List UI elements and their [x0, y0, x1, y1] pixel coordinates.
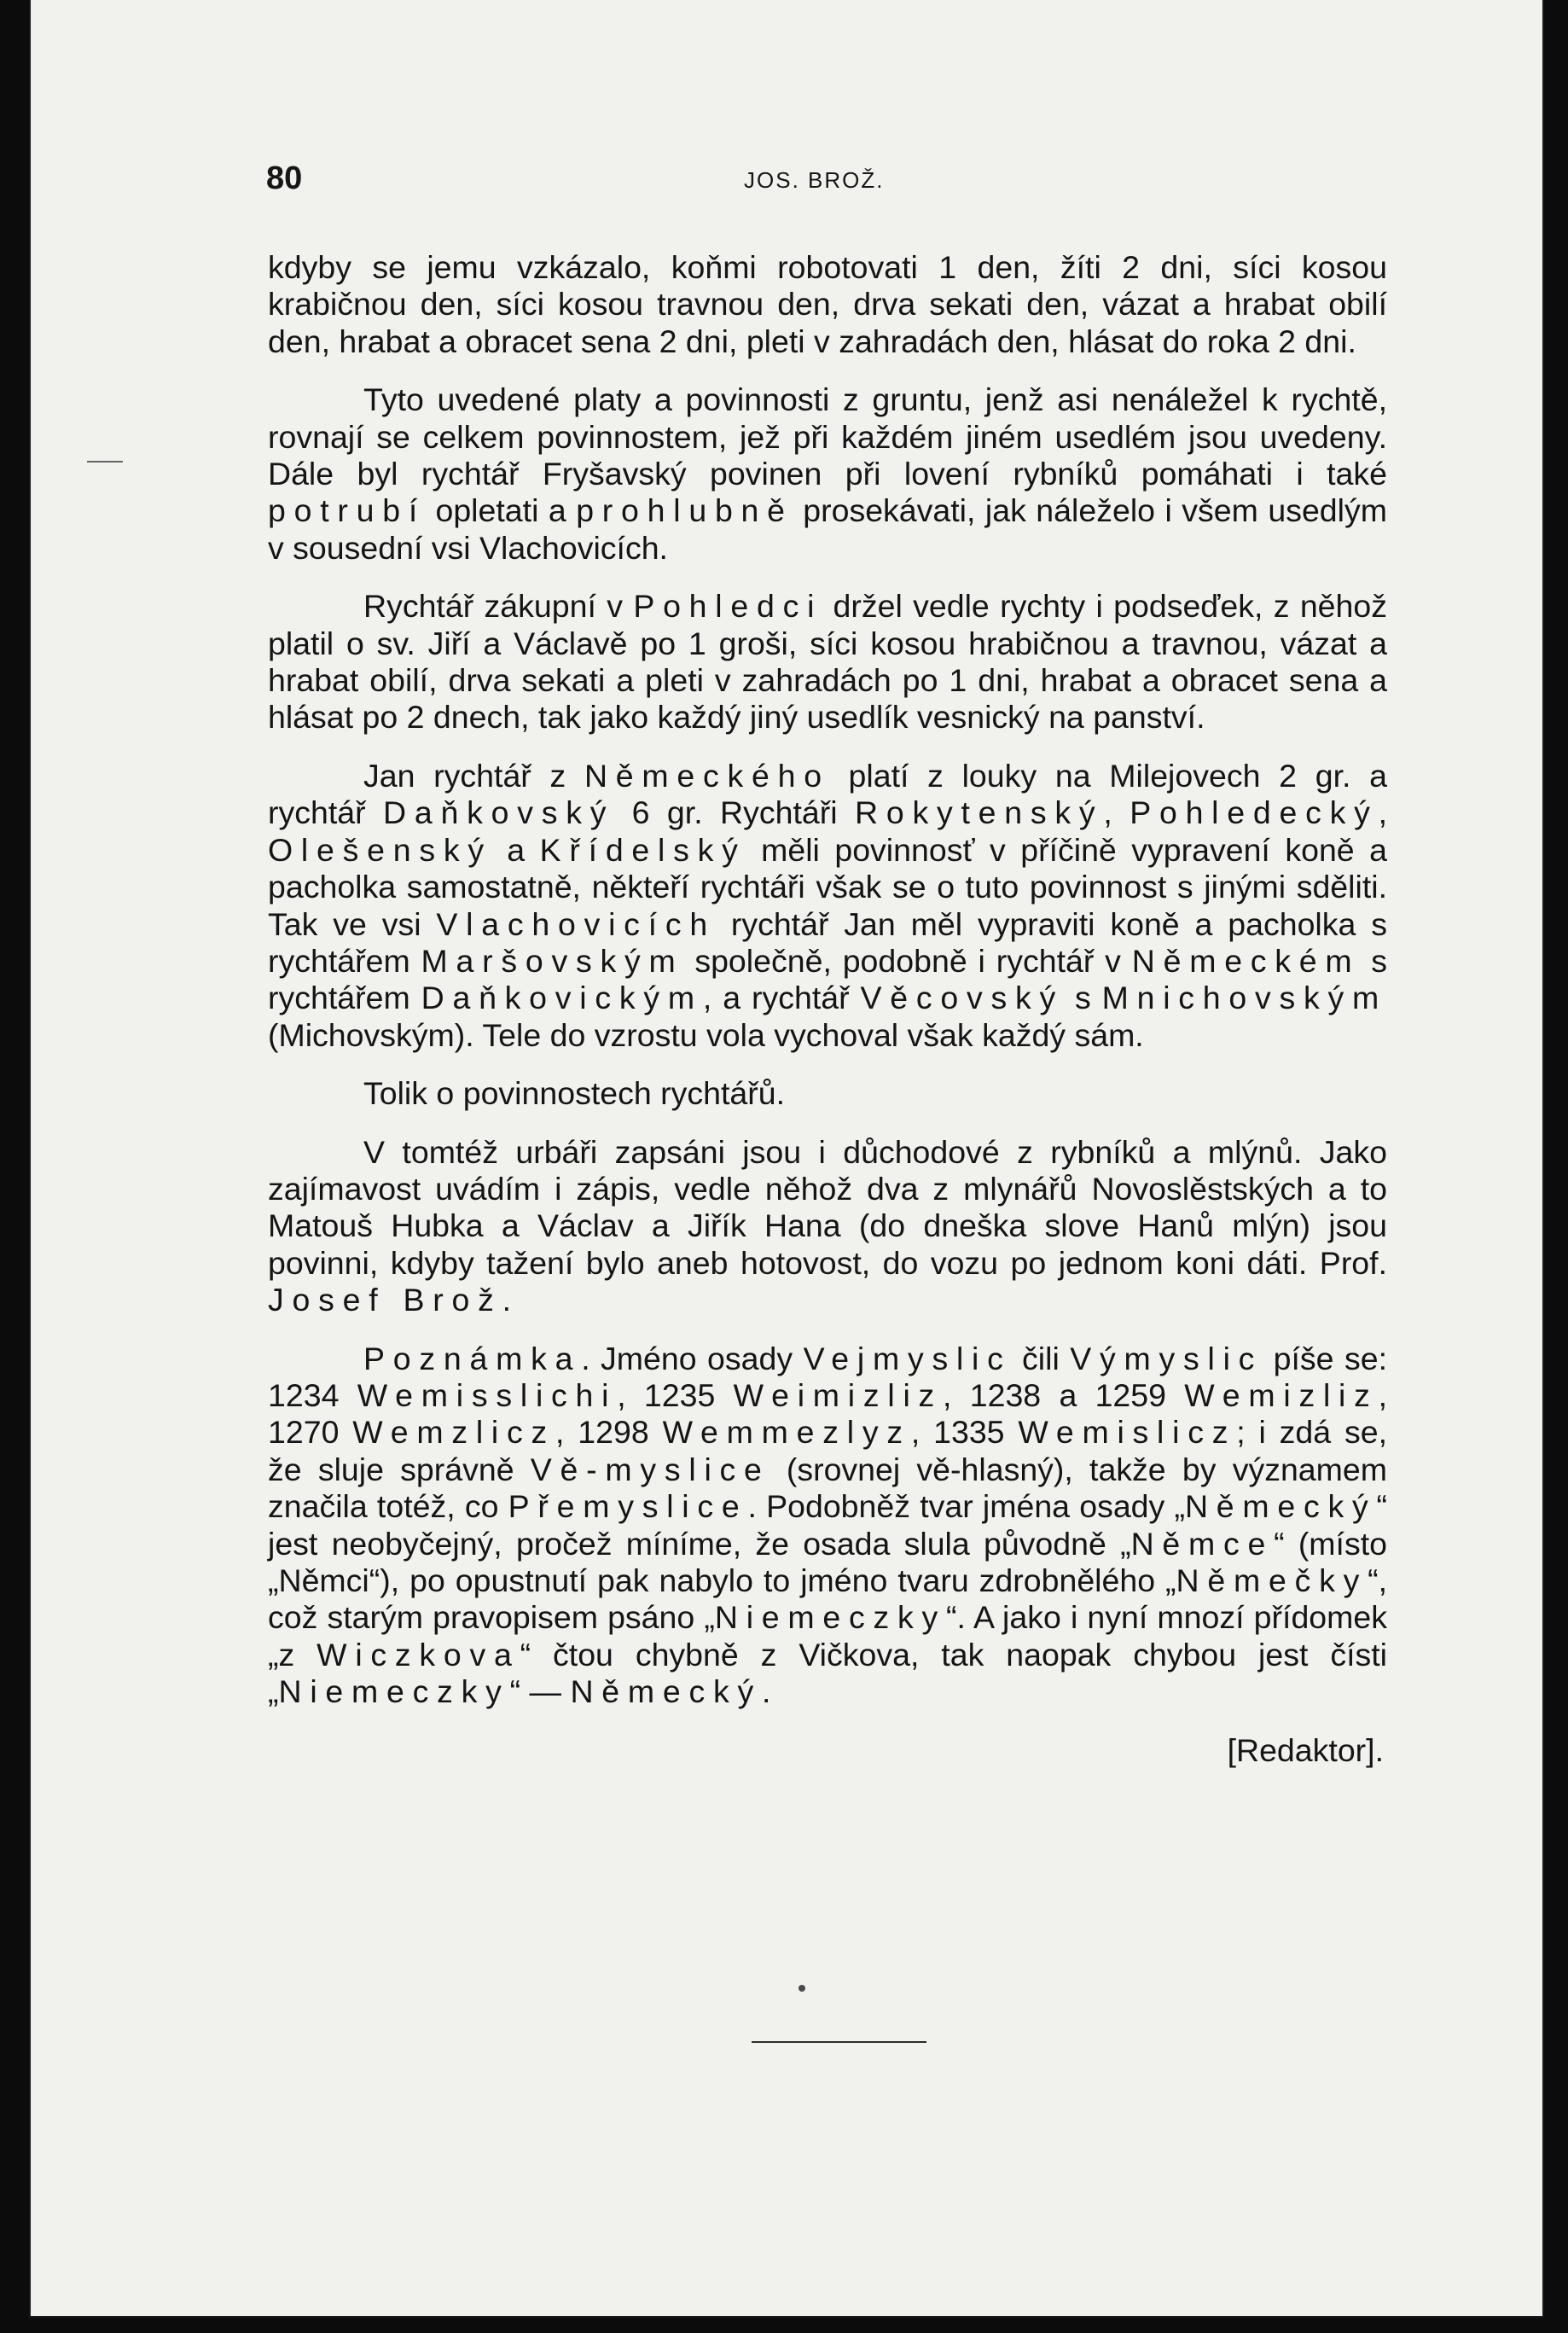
text-run: s rychtářem — [268, 942, 1388, 1016]
spaced-word: Přemyslice — [508, 1488, 748, 1525]
text-run: , 1298 — [555, 1414, 663, 1451]
paragraph — [268, 1134, 1387, 1319]
spaced-word: potrubí — [268, 492, 426, 529]
text-run: . — [761, 1673, 771, 1710]
text-run: a — [491, 831, 540, 868]
spaced-word: Vě-myslice — [530, 1451, 770, 1487]
spaced-word: Wemzlicz — [352, 1414, 556, 1451]
text-run: Rychtář zákupní v — [363, 588, 634, 625]
spaced-word: Daňkovský — [383, 794, 615, 831]
paragraph — [268, 1075, 1387, 1112]
spaced-word: Wemizliz — [1184, 1376, 1379, 1413]
book-page — [31, 0, 1542, 2316]
running-head: JOS. BROŽ. — [744, 167, 885, 193]
spaced-word: Křídelský — [539, 831, 746, 868]
text-run: 6 gr. Rychtáři — [614, 794, 856, 831]
text-run: rychtář Jan měl vypraviti koně a pacholka s rychtářem — [268, 905, 1387, 979]
text-run: , — [1378, 794, 1387, 831]
spaced-word: Olešenský — [268, 831, 492, 868]
spaced-word: Wemisslichi — [357, 1376, 618, 1413]
ink-speck — [799, 1985, 805, 1992]
spaced-word: Josef Brož — [268, 1282, 502, 1318]
text-run: . Podobněž tvar jména osady „ — [747, 1488, 1185, 1525]
spaced-word: Pohledecký — [1130, 794, 1379, 831]
text-run: měli povinnosť v příčině vypravení koně a pacholka samostatně, někteří rychtáři však se o tuto povinnost s jinými sděliti. Tak ve vsi — [268, 831, 1387, 942]
text-run: (Michovským). Tele do vzrostu vola vychoval však každý sám. — [268, 1016, 1144, 1053]
text-run: “, což starým pravopisem psáno „ — [268, 1562, 1387, 1636]
spaced-word: Rokytenský — [855, 794, 1104, 831]
text-run: s — [1064, 980, 1102, 1016]
text-run: držel vedle rychty i podseďek, z něhož platil o sv. Jiří a Václavě po 1 groši, síci kosou hrabičnou a travnou, vázat a hrabat obilí, drva sekati a pleti v zahradách po 1 dni, hrabat a obracet sena a hlásat po 2 dnech, tak jako každý jiný usedlík vesnický na panství. — [268, 588, 1387, 736]
margin-mark — [87, 461, 123, 463]
text-run: (srovnej vě-hlasný), takže by významem značila totéž, co — [268, 1451, 1387, 1525]
editor-signature: [Redaktor]. — [1227, 1731, 1384, 1768]
spaced-word: Vejmyslic — [803, 1340, 1012, 1376]
spaced-word: Wiczkova — [317, 1636, 520, 1673]
text-run: , 1238 a 1259 — [943, 1376, 1185, 1413]
text-run: společně, podobně i rychtář v — [683, 942, 1132, 979]
spaced-word: Wemislicz — [1018, 1414, 1237, 1451]
text-run: , 1235 — [617, 1376, 734, 1413]
spaced-word: Poznámka — [363, 1340, 582, 1376]
text-run: prosekávati, jak náleželo i všem usedlým v sousední vsi Vlachovicích. — [268, 492, 1387, 566]
spaced-word: Věcovský — [860, 980, 1065, 1016]
text-run: . — [502, 1282, 512, 1318]
text-run: kdyby se jemu vzkázalo, koňmi robotovati 1 den, žíti 2 dni, síci kosou krabičnou den, síci kosou travnou den, drva sekati den, vázat a hrabat obilí den, hrabat a obracet sena 2 dni, pleti v zahradách den, hlásat do roka 2 dni. — [268, 249, 1387, 359]
spaced-word: Němce — [1130, 1525, 1275, 1562]
spaced-word: Německý — [1184, 1488, 1377, 1525]
text-run: “ — — [509, 1673, 571, 1710]
text-run: . Jméno osady — [581, 1340, 804, 1376]
text-run: , 1335 — [910, 1414, 1019, 1451]
spaced-word: Výmyslic — [1070, 1340, 1263, 1376]
text-run: , a rychtář — [702, 980, 861, 1016]
spaced-word: Daňkovickým — [421, 980, 703, 1016]
text-run: “ čtou chybně z Vičkova, tak naopak chybou jest čísti „ — [268, 1636, 1387, 1710]
spaced-word: Weimizliz — [733, 1376, 944, 1413]
spaced-word: Niemeczky — [278, 1673, 510, 1710]
spaced-word: Němečky — [1176, 1562, 1368, 1598]
text-run: , — [1103, 794, 1130, 831]
spaced-word: Vlachovicích — [436, 905, 716, 942]
text-run: ; i zdá se, že sluje správně — [268, 1414, 1388, 1487]
paragraph — [268, 249, 1387, 360]
spaced-word: Maršovským — [421, 942, 684, 979]
spaced-word: Mnichovským — [1101, 980, 1387, 1016]
spaced-word: Wemmezlyz — [662, 1414, 911, 1451]
spaced-word: Pohledci — [633, 588, 823, 625]
paragraph — [268, 381, 1387, 567]
text-run: “. A jako i nyní mnozí přídomek „z — [268, 1599, 1387, 1673]
text-run: V tomtéž urbáři zapsáni jsou i důchodové z rybníků a mlýnů. Jako zajímavost uvádím i zápis, vedle něhož dva z mlynářů Novoslěstských a to Matouš Hubka a Václav a Jiřík Hana (do dneška slove Hanů mlýn) jsou povinni, kdyby tažení bylo aneb hotovost, do vozu po jednom koni dáti. Prof. — [268, 1133, 1387, 1281]
text-run: Tolik o povinnostech rychtářů. — [363, 1075, 786, 1112]
text-run: “ (místo „Němci“), po opustnutí pak nabylo to jméno tvaru zdrobnělého „ — [268, 1525, 1387, 1598]
spaced-word: Německý — [570, 1673, 762, 1710]
spaced-word: prohlubně — [576, 492, 793, 529]
spaced-word: Niemeczky — [714, 1599, 946, 1636]
paragraph — [268, 1341, 1387, 1711]
text-run: čili — [1011, 1340, 1071, 1376]
closing-rule — [752, 2041, 926, 2043]
spaced-word: Německého — [584, 757, 830, 794]
page-number: 80 — [266, 160, 303, 196]
text-run: , 1270 — [268, 1376, 1388, 1451]
text-run: platí z louky na Milejovech 2 gr. a rychtář — [268, 757, 1387, 831]
text-run: Tyto uvedené platy a povinnosti z gruntu, jenž asi nenáležel k rychtě, rovnají se celkem povinnostem, jež při každém jiném usedlém jsou uvedeny. Dále byl rychtář Fryšavský povinen při lovení rybníků pomáhati i také — [268, 381, 1387, 492]
text-run: opletati a — [426, 492, 577, 529]
page-header — [31, 160, 1542, 201]
spaced-word: Německém — [1131, 942, 1361, 979]
text-run: píše se: 1234 — [268, 1340, 1387, 1413]
text-run: Jan rychtář z — [363, 757, 584, 794]
paragraph — [268, 758, 1387, 1054]
text-run: “ jest neobyčejný, pročež míníme, že osada slula původně „ — [268, 1488, 1387, 1562]
body-text — [268, 249, 1387, 1769]
paragraph — [268, 588, 1387, 736]
